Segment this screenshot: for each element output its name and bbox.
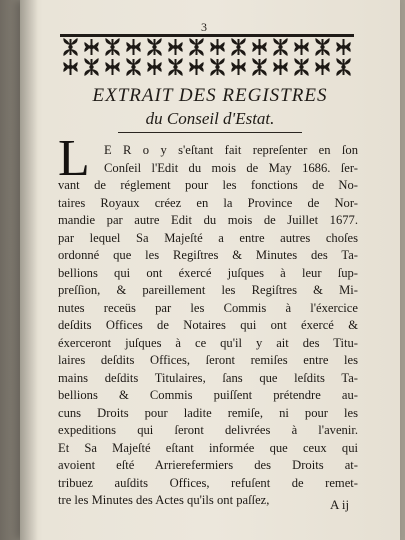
fleuron-motif — [252, 39, 266, 55]
fleuron-motif — [273, 38, 287, 56]
title-line-2: du Conseil d'Estat. — [145, 109, 275, 128]
text-line: taires Royaux créez en la Province de Nor- — [58, 195, 358, 210]
text-line: tribuez auſdits Offices, refuſent de remet- — [58, 475, 358, 490]
text-line: Et Sa Majeſté eſtant informée que ceux qui — [58, 440, 358, 455]
fleuron-motif — [336, 39, 350, 55]
ornament-band — [60, 34, 354, 81]
fleuron-motif — [336, 58, 350, 76]
fleuron-motif — [84, 39, 98, 55]
text-line: ordonné que les Regiſtres & Minutes des Ta- — [58, 248, 358, 262]
fleuron-motif — [315, 59, 329, 75]
page-number: 3 — [201, 20, 207, 34]
text-line: preſſion, & pareillement les Regiſtres & Mi- — [58, 283, 358, 297]
fleuron-motif — [84, 58, 98, 76]
text-line: cuns Droits pour ladite remiſe, ni pour les — [58, 405, 358, 420]
text-line: vant de réglement pour les fonctions de No- — [58, 178, 358, 192]
fleuron-motif — [231, 38, 245, 56]
text-line: laires deſdits Offices, ſeront remiſes entre les — [58, 353, 358, 367]
text-line: Conſeil l'Edit du mois de May 1686. ſer- — [104, 160, 358, 175]
text-line: bellions qui ont éxercé juſques à leur ſup- — [58, 265, 358, 280]
text-line: mains deſdits Titulaires, ſans que leſdits Ta- — [58, 370, 358, 385]
title-rule — [118, 132, 302, 133]
text-line: mandie par autre Edit du mois de Juillet 1677. — [58, 213, 358, 227]
fleuron-motif — [189, 38, 203, 56]
book-page — [20, 0, 400, 540]
fleuron-motif — [315, 38, 329, 56]
text-line: tre les Minutes des Actes qu'ils ont paſſez, — [58, 493, 270, 507]
fleuron-motif — [63, 59, 77, 75]
fleuron-motif — [210, 39, 224, 55]
text-line: expeditions qui ſeront delivrées à l'avenir. — [58, 423, 358, 437]
text-line: E R o y s'eſtant fait repreſenter en ſon — [104, 143, 358, 157]
fleuron-motif — [231, 59, 245, 75]
fleuron-motif — [294, 58, 308, 76]
fleuron-motif — [126, 39, 140, 55]
fleuron-motif — [168, 58, 182, 76]
fleuron-motif — [147, 59, 161, 75]
fleuron-motif — [126, 58, 140, 76]
text-line: nutes receüs par les Commis à l'éxercice — [58, 300, 358, 315]
fleuron-motif — [105, 59, 119, 75]
fleuron-motif — [189, 59, 203, 75]
fleuron-motif — [105, 38, 119, 56]
text-line: avoient eſté Arrierefermiers des Droits at- — [58, 458, 358, 472]
fleuron-motif — [168, 39, 182, 55]
signature-mark: A ij — [330, 497, 350, 512]
fleuron-motif — [63, 38, 77, 56]
text-line: par lequel Sa Majeſté a entre autres choſes — [58, 230, 358, 245]
fleuron-ornament — [60, 37, 354, 77]
drop-cap: L — [58, 130, 90, 187]
body-text — [58, 142, 358, 510]
document-title — [60, 84, 360, 130]
fleuron-motif — [294, 39, 308, 55]
title-line-1: EXTRAIT DES REGISTRES — [92, 85, 328, 106]
text-line: deſdits Offices de Notaires qui ont éxercé & — [58, 318, 358, 332]
fleuron-motif — [210, 58, 224, 76]
text-line: bellions & Commis puiſſent prétendre au- — [58, 388, 358, 402]
fleuron-motif — [252, 58, 266, 76]
page-fold-shadow — [20, 0, 38, 540]
fleuron-motif — [147, 38, 161, 56]
text-line: éxerceront juſques à ce qu'il y ait des Titu- — [58, 335, 358, 350]
fleuron-motif — [273, 59, 287, 75]
